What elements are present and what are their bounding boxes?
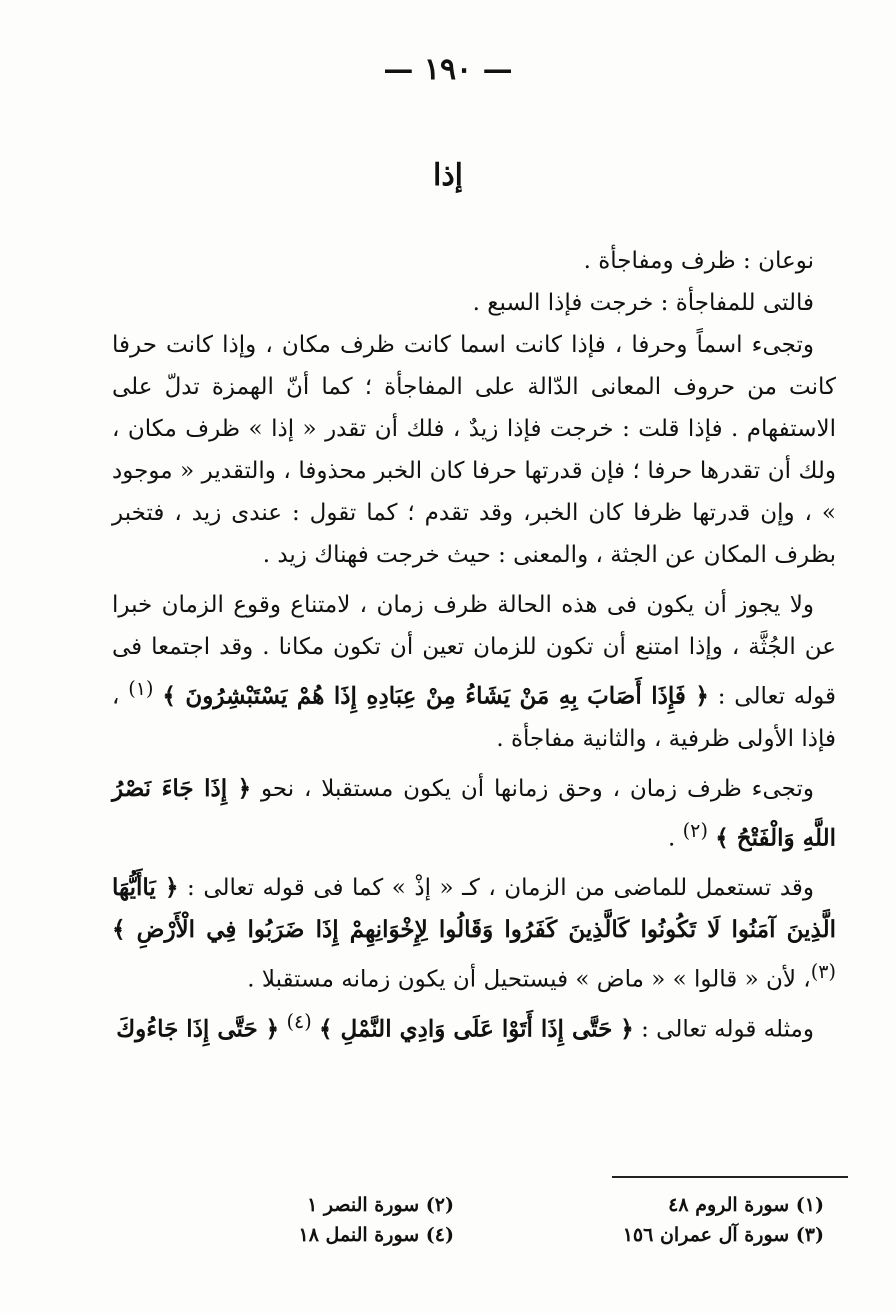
footnote-ref-4: (٤) [286,1009,312,1033]
paragraph-4 [112,584,836,760]
paragraph-6 [112,867,836,1001]
quran-quote-3: ﴿ يَاأَيُّهَا الَّذِينَ آمَنُوا لَا تَكُونُوا كَالَّذِينَ كَفَرُوا وَقَالُوا لِإِخْوَانِهِمْ إِذَا ضَرَبُوا فِي الْأَرْضِ ﴾ [112,874,836,944]
page-number: — ١٩٠ — [383,52,513,87]
quran-quote-1: ﴿ فَإِذَا أَصَابَ بِهِ مَنْ يَشَاءُ مِنْ عِبَادِهِ إِذَا هُمْ يَسْتَبْشِرُونَ ﴾ [162,682,709,710]
paragraph-5-text-before: وتجىء ظرف زمان ، وحق زمانها أن يكون مستقبلا ، نحو [251,775,814,802]
body-text [112,240,836,1051]
page-heading: إذا [432,158,464,193]
paragraph-7-text-before: ومثله قوله تعالى : [633,1016,814,1043]
footnote-ref-1: (١) [128,677,154,700]
footnote-ref-3: (٣) [810,960,836,984]
paragraph-4-text-before: ولا يجوز أن يكون فى هذه الحالة ظرف زمان ، لامتناع وقوع الزمان خبرا عن الجُثَّة ، وإذا امتنع أن تكون للزمان تعين أن تكون مكانا . وقد اجتمعا فى قوله تعالى : [112,592,837,710]
paragraph-2: فالتى للمفاجأة : خرجت فإذا السبع . [472,290,814,316]
paragraph-1: نوعان : ظرف ومفاجأة . [583,248,814,274]
paragraph-3: وتجىء اسماً وحرفا ، فإذا كانت اسما كانت ظرف مكان ، وإذا كانت حرفا كانت من حروف المعانى الدّالة على المفاجأة ؛ كما أنّ الهمزة تدلّ على الاستفهام . فإذا قلت : خرجت فإذا زيدٌ ، فلك أن تقدر « إذا » ظرف مكان ، ولك أن تقدرها حرفا ؛ فإن قدرتها حرفا كان الخبر محذوفا ، والتقدير « موجود » ، وإن قدرتها ظرفا كان الخبر، وقد تقدم ؛ كما تقول : عندى زيد ، فتخبر بظرف المكان عن الجثة ، والمعنى : حيث خرجت فهناك زيد . [112,332,836,568]
paragraph-7 [112,1001,836,1051]
footnote-3: (٣) سورة آل عمران ١٥٦ [622,1224,824,1246]
footnote-1: (١) سورة الروم ٤٨ [668,1194,824,1216]
quran-quote-5: ﴿ حَتَّى إِذَا جَاءُوكَ [116,1015,280,1043]
paragraph-5-text-after: . [668,825,683,852]
paragraph-4-text-after: ، فإذا الأولى ظرفية ، والثانية مفاجأة . [112,683,836,752]
quran-quote-4: ﴿ حَتَّى إِذَا أَتَوْا عَلَى وَادِي النَّمْلِ ﴾ [319,1015,634,1043]
quran-quote-2: ﴿ إِذَا جَاءَ نَصْرُ اللَّهِ وَالْفَتْحُ ﴾ [112,774,836,852]
footnote-2: (٢) سورة النصر ١ [307,1194,454,1216]
paragraph-6-text-before: وقد تستعمل للماضى من الزمان ، كـ « إذْ » كما فى قوله تعالى : [178,875,814,902]
paragraph-5 [112,768,836,860]
footnote-4: (٤) سورة النمل ١٨ [298,1224,454,1246]
footnote-ref-2: (٢) [682,818,708,842]
paragraph-6-text-after: ، لأن « قالوا » « ماض » فيستحيل أن يكون زمانه مستقبلا . [247,966,811,993]
footnote-divider [612,1176,848,1178]
